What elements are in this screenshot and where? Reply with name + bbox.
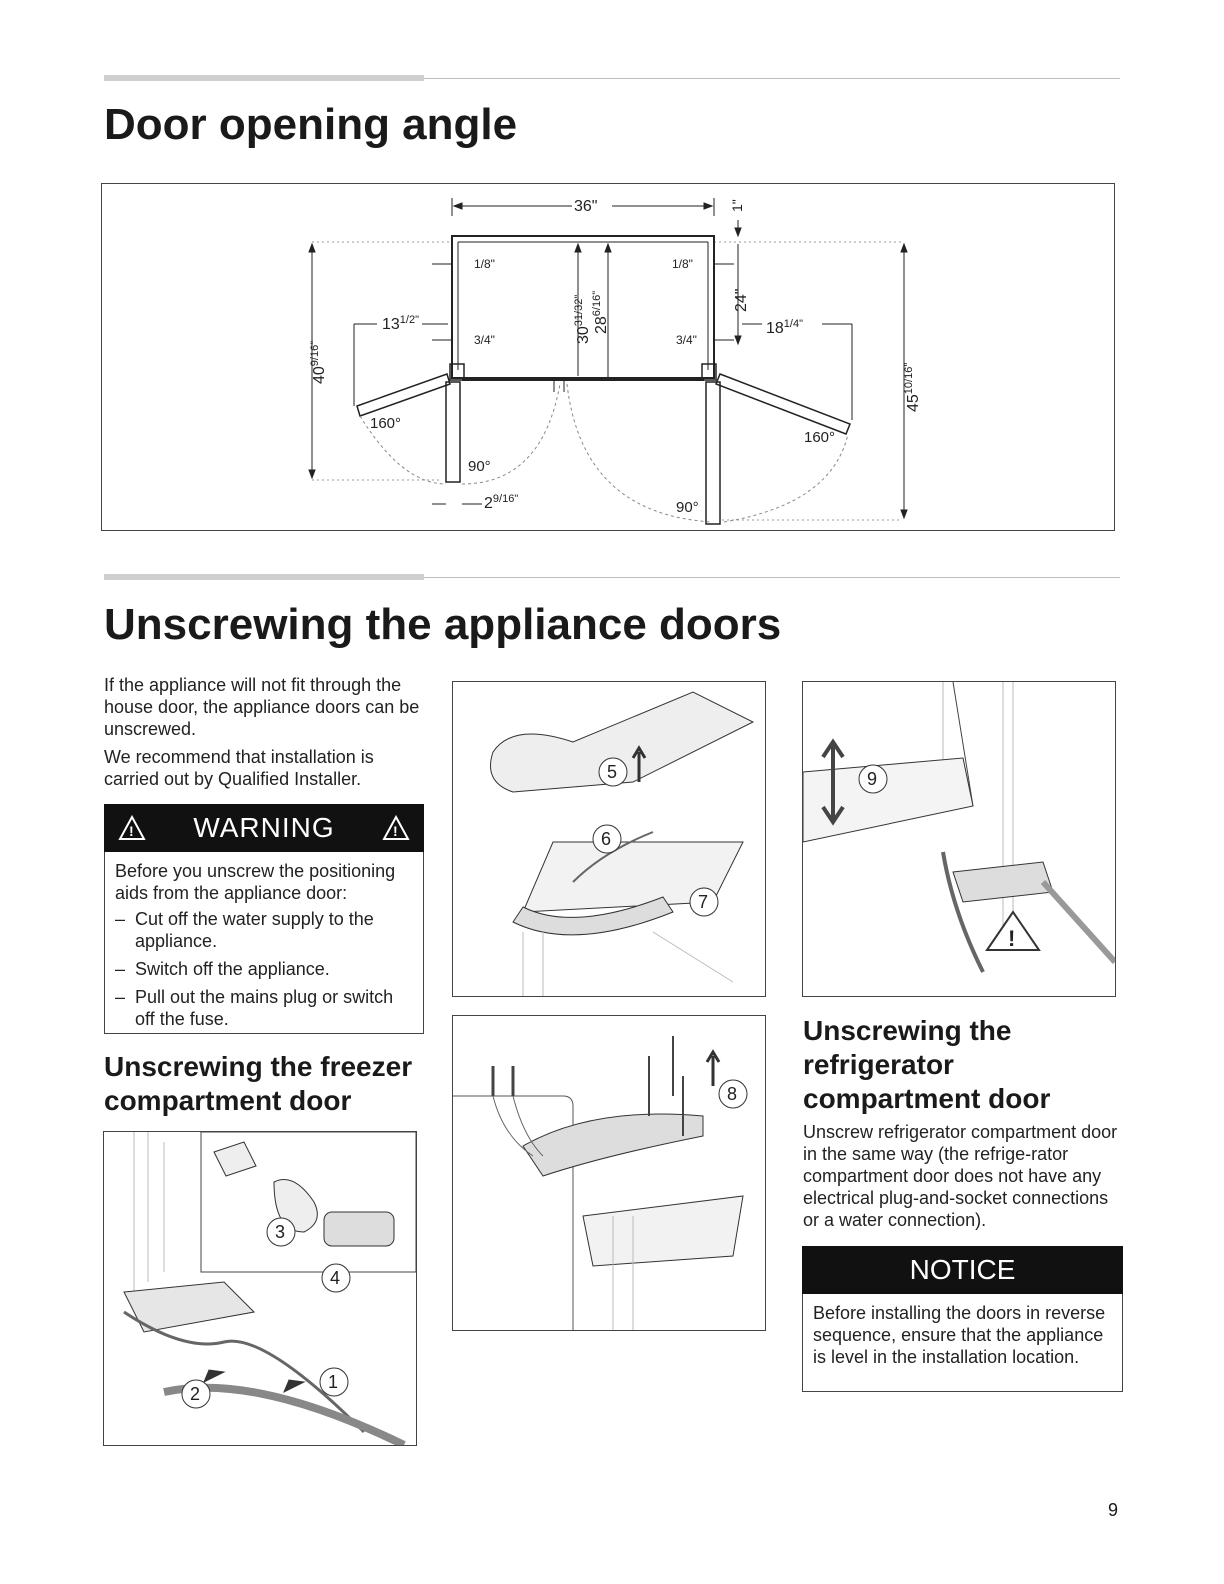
- step-5-label: 5: [607, 762, 618, 782]
- angle-right-90: 90°: [676, 499, 699, 516]
- dim-depth-b-frac: 6/16": [591, 290, 603, 317]
- refrigerator-door-illustration: [802, 681, 1116, 997]
- warning-triangle-icon: [118, 815, 146, 841]
- dim-bottom-gap: 2: [484, 495, 493, 512]
- dim-depth-a: 30: [575, 326, 592, 344]
- list-item: – Pull out the mains plug or switch off the fuse.: [115, 986, 413, 1030]
- svg-text:29/16": [484, 493, 518, 512]
- dim-right-offset-frac: 1/4": [783, 318, 803, 330]
- dim-left-offset-frac: 1/2": [399, 314, 419, 326]
- dim-right-total-frac: 10/16": [903, 362, 915, 395]
- warning-triangle-icon: [382, 815, 410, 841]
- warning-header: [104, 804, 424, 852]
- door-angle-diagram: [101, 183, 1115, 531]
- step-6-label: 6: [601, 829, 612, 849]
- hinge-illustration-top: [452, 681, 766, 997]
- dim-left-offset: 13: [382, 316, 400, 333]
- step-9-label: 9: [867, 769, 878, 789]
- step-3-label: 3: [275, 1222, 286, 1242]
- warning-body: [104, 852, 424, 1034]
- dim-left-small: 3/4": [474, 333, 495, 347]
- dim-right-offset: 18: [766, 320, 784, 337]
- dim-right-total: 45: [905, 394, 922, 412]
- intro-paragraph: We recommend that installation is carried out by Qualified Installer.: [104, 747, 374, 789]
- step-4-label: 4: [330, 1268, 341, 1288]
- dim-depth-a-frac: 31/32": [573, 294, 585, 327]
- angle-right-wide: 160°: [804, 429, 836, 446]
- svg-text:286/16": [591, 291, 610, 334]
- section-title-unscrewing: Unscrewing the appliance doors: [104, 600, 782, 649]
- fridge-text: Unscrew refrigerator compartment door in the same way (the refrige-rator compartment door does not have any electrical plug-and-socket connections or a water connection).: [803, 1122, 1118, 1230]
- dim-depth-b: 28: [593, 316, 610, 334]
- dim-depth-c: 24": [733, 288, 750, 312]
- freezer-heading: Unscrewing the freezer compartment door: [104, 1051, 413, 1116]
- list-item: – Switch off the appliance.: [115, 958, 413, 980]
- dim-right-inner-gap: 1/8": [672, 257, 693, 271]
- warning-lead: Before you unscrew the positioning aids from the appliance door:: [115, 861, 396, 903]
- dim-left-inner-gap: 1/8": [474, 257, 495, 271]
- dim-left-total: 40: [311, 366, 328, 384]
- intro-paragraph: If the appliance will not fit through the house door, the appliance doors can be unscrewed.: [104, 675, 420, 739]
- dim-left-total-frac: 9/16": [309, 340, 321, 367]
- angle-left-90: 90°: [468, 458, 491, 475]
- intro-text: [104, 674, 424, 796]
- step-1-label: 1: [328, 1372, 339, 1392]
- notice-body: Before installing the doors in reverse sequence, ensure that the appliance is level in the installation location.: [802, 1294, 1123, 1392]
- svg-text:181/4": [766, 318, 803, 337]
- dim-width-label: 36": [574, 198, 598, 215]
- warning-title: WARNING: [193, 812, 335, 843]
- svg-text:!: !: [129, 823, 134, 839]
- step-2-label: 2: [190, 1384, 201, 1404]
- svg-text:!: !: [392, 823, 398, 839]
- svg-text:409/16": [309, 341, 328, 384]
- fridge-heading: Unscrewing the refrigerator compartment door: [803, 1015, 1051, 1114]
- section-rule: [104, 78, 1120, 79]
- svg-text:131/2": [382, 314, 419, 333]
- svg-text:3031/32": [573, 295, 592, 344]
- step-7-label: 7: [698, 892, 709, 912]
- warning-list: [115, 908, 413, 1030]
- svg-text:4510/16": [903, 363, 922, 412]
- section-title-door-angle: Door opening angle: [104, 100, 518, 149]
- notice-header: NOTICE: [802, 1246, 1123, 1294]
- section-rule: [104, 577, 1120, 578]
- dim-bottom-gap-frac: 9/16": [492, 493, 519, 505]
- angle-left-wide: 160°: [370, 415, 402, 432]
- hinge-illustration-bottom: [452, 1015, 766, 1331]
- page-number: 9: [1108, 1500, 1119, 1520]
- step-8-label: 8: [727, 1084, 738, 1104]
- svg-text:!: !: [1008, 926, 1016, 951]
- dim-right-small: 3/4": [676, 333, 697, 347]
- dim-top-gap-label: 1": [729, 199, 745, 212]
- freezer-door-illustration: [103, 1131, 417, 1446]
- list-item: – Cut off the water supply to the appliance.: [115, 908, 413, 952]
